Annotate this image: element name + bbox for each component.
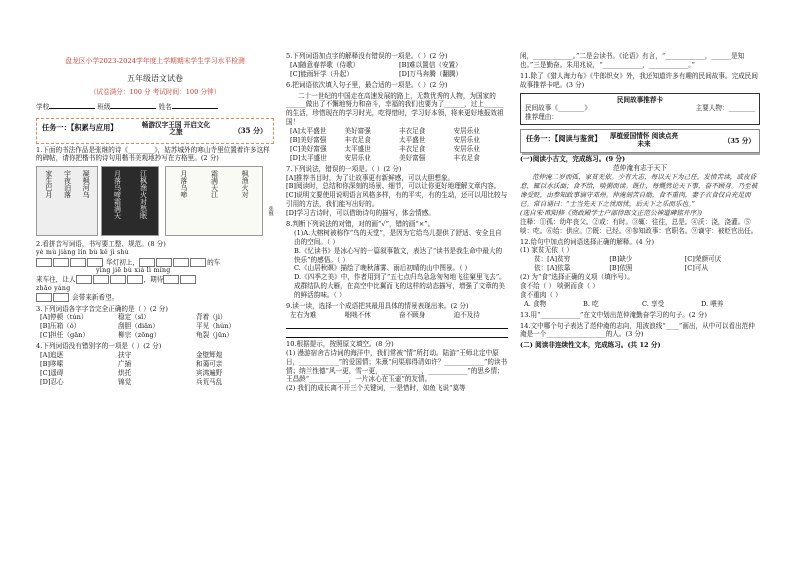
reading2-heading: (二) 阅读非连续性文本，完成练习。(共 12 分) (520, 341, 661, 350)
reading1-body: 范仲淹二岁而孤，家贫无依。少有大志，每以天下为己任，发愤苦读，或夜昏怠，辄以水沃面；食不给，啖粥而读。既仕，每慨然论天下事，奋不顾身。乃至被谗受贬，由参知政事谪守邓州。仲淹刻苦自励，食不重肉，妻子衣食仅自充足而已。常自诵曰：“士当先天下之忧而忧，后天下之乐而乐也。” (520, 173, 758, 208)
school-title: 盘龙区小学2023-2024学年度上学期期末学生学习水平检测 (65, 57, 245, 65)
q12-line-2: (2) 为“食”选择正确的义项（填序号）。 (520, 273, 634, 282)
q6-body: 二十一世纪的中国走在高速发展的路上，无数优秀的人物，为国家的______做出了不懈地努力和奋斗，幸福的我们也要为了______，过上______的生活，珍惜现在的学习时光，吃得惜时，学习好本领，将来更好地报效祖国！ (286, 91, 504, 127)
q9-answer-line-1[interactable] (286, 320, 508, 329)
q12-line-4: 食不重肉（ ） (520, 290, 562, 299)
column-left (36, 52, 274, 552)
q2-line-2: 来车往，让人 ，期待 (36, 275, 274, 284)
q2-line-3: 会带来新希望。 (36, 293, 274, 302)
card-story-field[interactable]: 民间故事《________》 (525, 104, 591, 113)
q11-text: 11.除了《猎人海力布》《牛郎织女》外，我还知道许多有趣的民间故事。完成民间故事推荐卡吧。(3 分) (520, 71, 758, 89)
q12-options-1b: 依：[A]依靠 [B]依照 [C]可从 (534, 264, 709, 273)
q10-part-2: (2) 我们的成长离不开三个关键词，一是惜时，如鱼飞说“莫等 (286, 384, 466, 393)
q3-text: 3.下列词语各字字音完全正确的是（ ）(2 分) (36, 304, 168, 313)
column-right (520, 52, 760, 552)
task1-title: 任务一：【积累与应用】 (42, 122, 118, 132)
q7-option-d: [D]学习古诗时，可以借助诗句的描写，体会情感。 (286, 209, 435, 218)
field-school-label: 学校 (36, 102, 50, 111)
column-middle (286, 52, 508, 552)
q7-text: 7.下列说法，错误的一项是。（ ）(2 分) (286, 164, 402, 173)
q8-item-b: B.《忆读书》是冰心写的一篇叙事散文，表达了“读书是我生命中最大的快乐”的感悟。（ ） (294, 246, 503, 264)
q10-part-1: (1) 漫游宿舍古诗词的海洋中，我们常被“情”所打动。陆游“王师北定中原日，____________”的爱国情；朱熹“问渠那得清如许？____________”的读书情；纳兰性德“风一更，雪一更，____________，____________”的思乡情；王昌龄“____________，一片冰心在玉壶”的友情。 (286, 348, 508, 384)
q12-line-1: (1) 家贫无依（ ） (520, 246, 574, 255)
poet-signature: 张继 (267, 206, 274, 217)
reading1-notes: 注释：①孤：幼年丧父。②或：有时。③辄：往往，总是。④沃：浇，浇灌。⑤啖：吃。⑥给：供应。⑦既：已经。⑧参知政事：官职名。⑨谪守：被贬官出任。 (520, 217, 758, 235)
q9-text: 9.读一读，选择一个成语把其最用具体的情景表现出来。(2 分) (286, 302, 469, 311)
calligraphy-scroll-3: 月落乌啼 霜满天江 枫渔火对 (165, 166, 263, 236)
q2-pinyin-2: yìng jiē bù xiá lì míng (96, 267, 171, 274)
task2-points: （35 分） (723, 137, 755, 146)
q10-continued: 闲，____________。”二是会读书。《论语》有言，“____________，______是知也。”三是勤奋。朱用兆说，“____________，____________。” (520, 52, 745, 69)
card-title: 民间故事推荐卡 (616, 95, 664, 104)
q5-text: 5.下列词语加点字的解释没有错误的一项是。（ ）(2 分) (286, 52, 448, 60)
field-name-input[interactable] (172, 102, 218, 109)
q2-pinyin-1: yè mù jiàng lín bù kě jì shù (36, 249, 130, 257)
q1-text: 1.下面的书法作品是张继的诗《________》，姑苏城外的寒山寺里位置着许多这样的碑帖，请你把楷书的诗句用楷书美观地抄写在方格里。(2 分) (36, 145, 270, 163)
task1-points: （35 分） (233, 125, 267, 135)
calligraphy-scroll-2: 月落乌啼霜满天 江枫渔火对愁眠 (101, 166, 159, 236)
q4-options: [A]追逐 扶守 金壁辉煌 [B]哆嗦 广插 和蔼可亲 [C]遥碍 烘托 宾鸿遍野 [D]忍心 锦觉 兵荒马乱 (40, 350, 223, 386)
q6-options: [A]太平盛世 美好富强 丰衣足食 安居乐业 [B]美好富强 丰衣足食 太平盛世 安居乐业 [C]美好富强 太平盛世 丰衣足食 安居乐业 [D]太平盛世 安居乐业 美好富强 丰衣足食 (290, 127, 480, 162)
q8-text: 8.判断下列说法的对错，对的画“√”，错的画“×”。 (286, 220, 435, 229)
q12-options-1: 贫：[A]贫穷 [B]缺少 [C]荣颜可厌 (534, 255, 722, 264)
q4-text: 4.下列词语没有错别字的一项是（ ）(2 分) (36, 342, 162, 351)
folk-tale-card (520, 93, 760, 126)
field-class-label: 班级 (97, 102, 111, 111)
q2-pinyin-3: zhāo yáng (36, 284, 71, 292)
q9-idioms: 左右为难 咄咄不休 奋不顾身 迫不及待 (290, 310, 480, 319)
q14-text: 14.文中哪个句子表达了范仲淹的志向，用波浪线“____”画出，从中可以看出范仲淹是一个__________________的人。(3 分) (520, 321, 755, 339)
calligraphy-row (36, 166, 274, 238)
q7-option-c: [C]说明文要使用说明语言风格多样，有的平实，有的生动，还可以用比较与引用的方法，我们能写出好的。 (286, 191, 508, 209)
q3-options: [A]停顿（tún） 稳定（sǐ） 背着（jì） [B]压箱（ǒ） 刮胆（diǎn） 平见（hún） [C]担任（gān） 柳宗（zōng） 龟裂（jūn） (40, 313, 236, 340)
task1-banner (36, 118, 274, 144)
reading1-title: 范仲淹有志于天下 (612, 164, 668, 173)
task1-subtitle: 畅游汉字王国 开启文化之旅 (141, 120, 211, 137)
q7-option-a: [A]推荐书目时，为了让故事更有新鲜感，可以大胆想象。 (286, 173, 455, 182)
q8-item-c: C.《山居秋暝》描绘了晚秋薄雾、雨后初晴的山中图景。（ ） (294, 264, 472, 273)
task2-subtitle: 厚植爱国情怀 阅读点亮未来 (609, 132, 679, 149)
card-reason-field[interactable]: 推荐理由： (525, 113, 558, 122)
q7-option-b: [B]阅读时，总结和你深刻的场景、细节，可以让你更好地理解文章内容。 (286, 182, 501, 191)
field-school-input[interactable] (49, 102, 95, 109)
q5-options: [A]随意春荐歌（侍歌） [B]难以置信（安置） [C]能雨轩学（升起） [D]万马奔腾（翻腾） (290, 60, 463, 78)
q6-text: 6.把词语依次填入句子里，最合适的一项是。（ ）(2 分) (286, 80, 448, 89)
q13-text: 13.用“____________”在文中划出范仲淹勤奋学习的句子。(2 分) (520, 310, 707, 319)
task2-banner (520, 129, 760, 153)
q8-item-a: (1)A.大榕树被称作“鸟的天堂”，是因为它给鸟儿提供了舒适、安全且自由的空间。（ ） (294, 228, 502, 246)
field-class-input[interactable] (110, 102, 156, 109)
q2-line-1: 华灯初上， 的车 (36, 258, 274, 267)
card-character-field[interactable]: 主要人物：________ (695, 104, 755, 113)
calligraphy-scroll-1: 家生巴月 宇夜泊落 凝枫河乌 (36, 166, 98, 236)
task2-title: 任务一：【阅读与鉴赏】 (526, 134, 602, 144)
score-line: （试卷满分：100 分 考试时间：100 分钟） (89, 87, 221, 96)
q12-text: 12.给句中加点的词语选择正确的解释。(4 分) (520, 237, 655, 246)
student-info (36, 102, 274, 112)
q9-answer-line-2[interactable] (286, 329, 508, 338)
q8-item-d: D.《四季之美》中，作者用到了“五七点归鸟急急匆匆地飞往窠里飞去”。成群结队的大雁，在高空中比翼而飞的这样的动态描写，增强了文章的美的鲜活韵味。（ ） (294, 273, 506, 300)
reading1-source: (选自宋·欧阳修《资政殿学士户部侍郎文正范公神道碑铭并序》) (520, 208, 702, 217)
reading1-heading: (一)阅读小古文，完成练习。(9 分) (520, 155, 626, 164)
q10-text: 10.根据提示，按照原文填空。(8 分) (286, 339, 394, 348)
q12-options-2: A. 食物 B. 吃 C. 享受 D. 喂养 (524, 299, 724, 308)
field-name-label: 姓名 (158, 102, 172, 111)
q12-line-3: 食不给（ ） 啖粥而食（ ） (520, 281, 599, 290)
exam-subject: 五年级语文试卷 (127, 74, 183, 83)
q2-text: 2.看拼音写词语，书写要工整、规范。(8 分) (36, 240, 166, 249)
